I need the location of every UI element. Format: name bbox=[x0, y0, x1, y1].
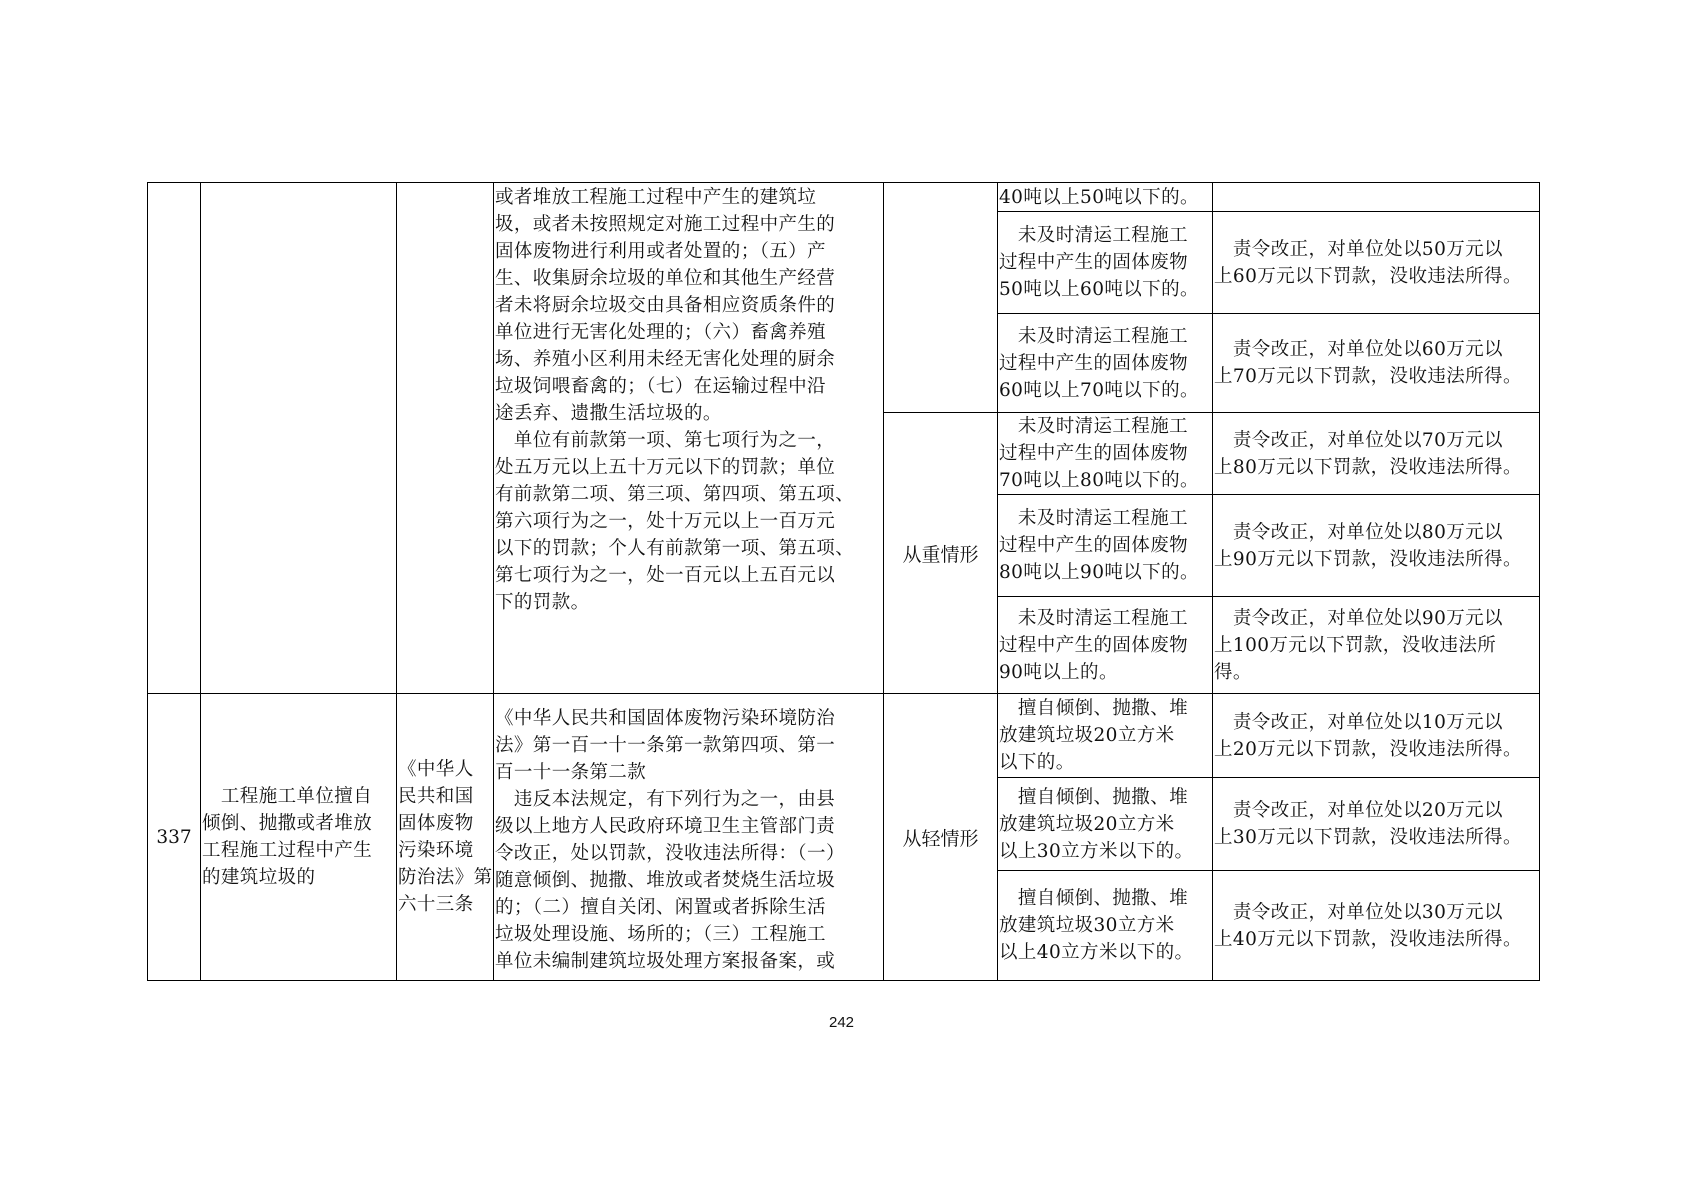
situation-cell bbox=[999, 314, 1212, 412]
situation-line: 过程中产生的固体废物 bbox=[999, 634, 1189, 656]
penalty-line: 上20万元以下罚款，没收违法所得。 bbox=[1214, 738, 1522, 760]
penalty-cell bbox=[1214, 871, 1539, 980]
basis-line: 单位未编制建筑垃圾处理方案报备案，或 bbox=[495, 951, 836, 972]
basis-line: 途丢弃、遗撒生活垃圾的。 bbox=[495, 403, 722, 424]
penalty-cell bbox=[1214, 413, 1539, 494]
situation-cell bbox=[999, 413, 1212, 494]
basis-line: 百一十一条第二款 bbox=[495, 762, 647, 783]
basis-line: 的；（二）擅自关闭、闲置或者拆除生活 bbox=[495, 897, 826, 918]
situation-line: 50吨以上60吨以下的。 bbox=[999, 279, 1199, 300]
basis-line: 场、养殖小区利用未经无害化处理的厨余 bbox=[495, 349, 836, 370]
basis-line: 违反本法规定，有下列行为之一，由县 bbox=[495, 789, 836, 810]
item-line: 倾倒、抛撒或者堆放 bbox=[202, 813, 373, 834]
penalty-cell bbox=[1214, 694, 1539, 777]
law-reference bbox=[398, 694, 493, 980]
basis-line: 有前款第二项、第三项、第四项、第五项、 bbox=[495, 484, 855, 505]
basis-line: 级以上地方人民政府环境卫生主管部门责 bbox=[495, 816, 836, 837]
law-line: 民共和国 bbox=[398, 786, 474, 807]
row-number: 337 bbox=[156, 826, 192, 848]
penalty-line: 上30万元以下罚款，没收违法所得。 bbox=[1214, 827, 1522, 848]
basis-line: 随意倾倒、抛撒、堆放或者焚烧生活垃圾 bbox=[495, 870, 836, 891]
penalty-line: 上60万元以下罚款，没收违法所得。 bbox=[1214, 265, 1522, 287]
situation-line: 擅自倾倒、抛撒、堆 bbox=[999, 786, 1189, 808]
basis-line: 圾，或者未按照规定对施工过程中产生的 bbox=[495, 214, 836, 235]
penalty-cell bbox=[1214, 314, 1539, 412]
situation-line: 以上40立方米以下的。 bbox=[999, 942, 1194, 963]
penalty-line: 上90万元以下罚款，没收违法所得。 bbox=[1214, 548, 1522, 570]
situation-line: 未及时清运工程施工 bbox=[999, 416, 1189, 437]
situation-cell bbox=[999, 597, 1212, 693]
situation-cell bbox=[999, 495, 1212, 596]
situation-cell bbox=[999, 871, 1212, 980]
law-line: 《中华人 bbox=[398, 759, 474, 780]
situation-cell bbox=[999, 183, 1212, 211]
penalty-line: 责令改正，对单位处以90万元以 bbox=[1214, 607, 1503, 629]
situation-line: 70吨以上80吨以下的。 bbox=[999, 470, 1199, 491]
legal-basis-337 bbox=[495, 705, 883, 980]
penalty-line: 责令改正，对单位处以50万元以 bbox=[1214, 238, 1503, 260]
penalty-line: 上40万元以下罚款，没收违法所得。 bbox=[1214, 928, 1522, 950]
situation-line: 放建筑垃圾30立方米 bbox=[999, 915, 1175, 936]
severe-situation-label: 从重情形 bbox=[902, 543, 979, 566]
situation-line: 未及时清运工程施工 bbox=[999, 508, 1189, 529]
situation-line: 过程中产生的固体废物 bbox=[999, 252, 1189, 273]
situation-line: 放建筑垃圾20立方米 bbox=[999, 813, 1175, 835]
item-line: 的建筑垃圾的 bbox=[202, 867, 316, 888]
law-line: 六十三条 bbox=[398, 894, 474, 915]
basis-line: 以下的罚款；个人有前款第一项、第五项、 bbox=[495, 538, 855, 559]
penalty-line: 上80万元以下罚款，没收违法所得。 bbox=[1214, 456, 1522, 478]
penalty-cell bbox=[1214, 597, 1539, 693]
basis-line: 下的罚款。 bbox=[495, 592, 590, 613]
situation-line: 以上30立方米以下的。 bbox=[999, 840, 1194, 862]
penalty-cell bbox=[1214, 778, 1539, 870]
penalty-line: 上100万元以下罚款，没收违法所 bbox=[1214, 634, 1497, 656]
basis-line: 处五万元以上五十万元以下的罚款；单位 bbox=[495, 457, 836, 478]
violation-item bbox=[202, 694, 396, 980]
situation-line: 未及时清运工程施工 bbox=[999, 225, 1189, 246]
basis-line: 固体废物进行利用或者处置的；（五）产 bbox=[495, 241, 826, 262]
item-line: 工程施工单位擅自 bbox=[202, 786, 373, 807]
situation-line: 过程中产生的固体废物 bbox=[999, 535, 1189, 556]
situation-line: 60吨以上70吨以下的。 bbox=[999, 379, 1199, 401]
situation-line: 以下的。 bbox=[999, 752, 1075, 773]
situation-line: 擅自倾倒、抛撒、堆 bbox=[999, 698, 1189, 719]
situation-cell bbox=[999, 212, 1212, 313]
law-line: 固体废物 bbox=[398, 813, 474, 834]
situation-line: 80吨以上90吨以下的。 bbox=[999, 562, 1199, 583]
page-number: 242 bbox=[828, 1014, 855, 1031]
basis-line: 《中华人民共和国固体废物污染环境防治 bbox=[495, 708, 836, 729]
penalty-cell bbox=[1214, 212, 1539, 313]
situation-cell bbox=[999, 778, 1212, 870]
situation-line: 未及时清运工程施工 bbox=[999, 325, 1189, 347]
situation-line: 90吨以上的。 bbox=[999, 661, 1118, 683]
penalty-line: 得。 bbox=[1214, 661, 1252, 683]
situation-line: 过程中产生的固体废物 bbox=[999, 352, 1189, 374]
basis-line: 第七项行为之一，处一百元以上五百元以 bbox=[495, 565, 836, 586]
basis-line: 垃圾处理设施、场所的；（三）工程施工 bbox=[495, 924, 826, 945]
penalty-line: 责令改正，对单位处以70万元以 bbox=[1214, 429, 1503, 451]
law-line: 污染环境 bbox=[398, 840, 474, 861]
basis-line: 单位进行无害化处理的；（六）畜禽养殖 bbox=[495, 322, 826, 343]
penalty-line: 责令改正，对单位处以20万元以 bbox=[1214, 800, 1503, 821]
basis-line: 第六项行为之一，处十万元以上一百万元 bbox=[495, 511, 836, 532]
penalty-line: 责令改正，对单位处以30万元以 bbox=[1214, 901, 1503, 923]
situation-line: 过程中产生的固体废物 bbox=[999, 443, 1189, 464]
upper-legal-basis bbox=[495, 184, 883, 692]
light-situation-label: 从轻情形 bbox=[902, 827, 979, 850]
basis-line: 单位有前款第一项、第七项行为之一， bbox=[495, 430, 836, 451]
penalty-line: 责令改正，对单位处以10万元以 bbox=[1214, 711, 1503, 733]
basis-line: 垃圾饲喂畜禽的；（七）在运输过程中沿 bbox=[495, 376, 826, 397]
penalty-line: 责令改正，对单位处以60万元以 bbox=[1214, 339, 1503, 360]
law-line: 防治法》第 bbox=[398, 867, 493, 888]
item-line: 工程施工过程中产生 bbox=[202, 840, 373, 861]
penalty-line: 上70万元以下罚款，没收违法所得。 bbox=[1214, 366, 1522, 387]
basis-line: 法》第一百一十一条第一款第四项、第一 bbox=[495, 735, 836, 756]
penalty-cell bbox=[1214, 495, 1539, 596]
situation-line: 40吨以上50吨以下的。 bbox=[999, 186, 1199, 208]
situation-line: 擅自倾倒、抛撒、堆 bbox=[999, 888, 1189, 909]
situation-line: 未及时清运工程施工 bbox=[999, 607, 1189, 629]
basis-line: 或者堆放工程施工过程中产生的建筑垃 bbox=[495, 187, 817, 208]
penalty-line: 责令改正，对单位处以80万元以 bbox=[1214, 521, 1503, 543]
situation-cell bbox=[999, 694, 1212, 777]
basis-line: 生、收集厨余垃圾的单位和其他生产经营 bbox=[495, 268, 836, 289]
situation-line: 放建筑垃圾20立方米 bbox=[999, 725, 1175, 746]
basis-line: 者未将厨余垃圾交由具备相应资质条件的 bbox=[495, 295, 836, 316]
basis-line: 令改正，处以罚款，没收违法所得：（一） bbox=[495, 843, 845, 864]
